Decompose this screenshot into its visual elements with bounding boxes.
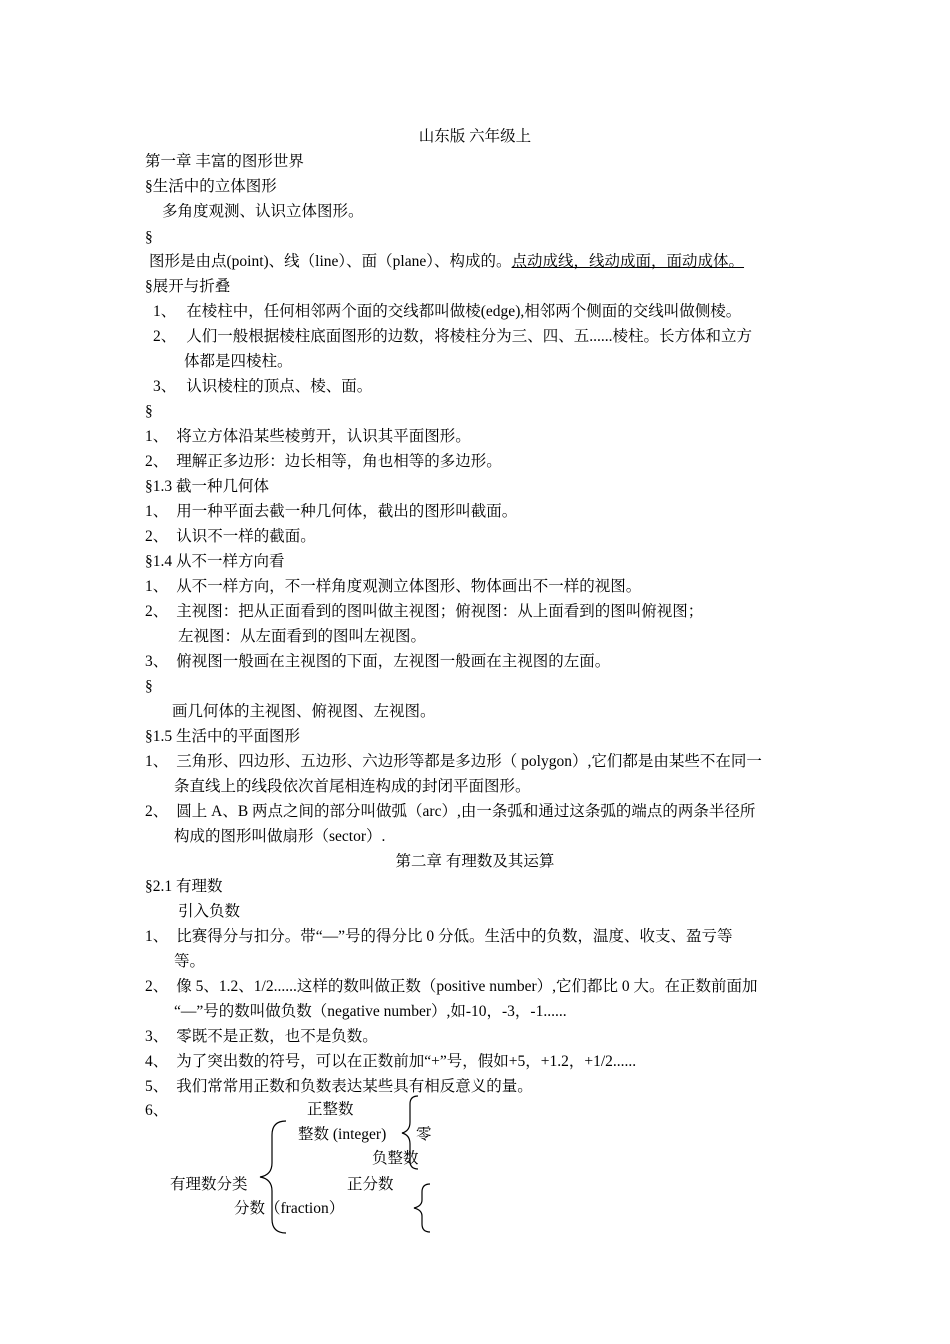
list-item — [145, 1101, 168, 1121]
list-text: 俯视图一般画在主视图的下面，左视图一般画在主视图的左面。 — [176, 653, 611, 670]
list-continuation: 左视图：从左面看到的图叫左视图。 — [178, 628, 427, 645]
list-number: 1、 — [145, 578, 169, 595]
paragraph: 多角度观测、认识立体图形。 — [162, 203, 364, 220]
list-item — [145, 452, 502, 472]
list-item — [145, 427, 471, 447]
tree-positive-fraction: 正分数 — [347, 1176, 394, 1193]
list-text: 在棱柱中，任何相邻两个面的交线都叫做棱(edge),相邻两个侧面的交线叫做侧棱。 — [186, 303, 742, 320]
list-item — [145, 652, 610, 672]
list-number: 3、 — [145, 1028, 169, 1045]
list-number: 3、 — [153, 378, 177, 395]
list-number: 5、 — [145, 1078, 169, 1095]
list-text: 认识棱柱的顶点、棱、面。 — [186, 378, 373, 395]
list-text: 认识不一样的截面。 — [176, 528, 316, 545]
section-title: §展开与折叠 — [145, 278, 231, 295]
section-title: §1.3 截一种几何体 — [145, 478, 270, 495]
list-text: 圆上 A、B 两点之间的部分叫做弧（arc）,由一条弧和通过这条弧的端点的两条半径所 — [176, 803, 756, 820]
list-number: 2、 — [145, 528, 169, 545]
list-item — [145, 577, 641, 597]
list-item — [145, 1077, 533, 1097]
list-text: 三角形、四边形、五边形、六边形等都是多边形（ polygon）,它们都是由某些不在同一 — [176, 753, 762, 770]
section-title: §2.1 有理数 — [145, 878, 223, 895]
tree-fraction: 分数（fraction） — [234, 1200, 345, 1217]
list-item — [145, 502, 517, 522]
list-number: 4、 — [145, 1053, 169, 1070]
tree-integer: 整数 (integer) — [298, 1126, 387, 1143]
paragraph: 画几何体的主视图、俯视图、左视图。 — [172, 703, 436, 720]
list-text: 将立方体沿某些棱剪开，认识其平面图形。 — [176, 428, 471, 445]
section-title: §生活中的立体图形 — [145, 178, 277, 195]
tree-root: 有理数分类 — [170, 1176, 248, 1193]
tree-positive-integer: 正整数 — [307, 1101, 354, 1118]
list-item — [145, 527, 316, 547]
list-item — [145, 927, 733, 947]
list-number: 1、 — [145, 753, 169, 770]
list-text: 理解正多边形：边长相等，角也相等的多边形。 — [176, 453, 502, 470]
section-mark: § — [145, 403, 153, 420]
list-item — [145, 752, 762, 772]
list-number: 1、 — [145, 928, 169, 945]
section-mark: § — [145, 678, 153, 695]
section-mark: § — [145, 229, 153, 246]
tree-zero: 零 — [416, 1126, 432, 1143]
list-number: 2、 — [153, 328, 177, 345]
paragraph-text: 图形是由点(point)、线（line）、面（plane）、构成的。 — [149, 253, 512, 270]
chapter-1-title: 第一章 丰富的图形世界 — [145, 153, 304, 170]
list-number: 6、 — [145, 1102, 169, 1119]
list-item — [153, 302, 741, 322]
list-continuation: 条直线上的线段依次首尾相连构成的封闭平面图形。 — [174, 778, 531, 795]
list-number: 1、 — [145, 428, 169, 445]
list-number: 2、 — [145, 453, 169, 470]
list-text: 零既不是正数，也不是负数。 — [176, 1028, 378, 1045]
list-number: 1、 — [145, 503, 169, 520]
list-number: 2、 — [145, 978, 169, 995]
list-item — [153, 327, 752, 347]
brace-fraction — [414, 1184, 430, 1232]
list-number: 2、 — [145, 803, 169, 820]
list-text: 比赛得分与扣分。带“—”号的得分比 0 分低。生活中的负数，温度、收支、盈亏等 — [176, 928, 733, 945]
list-continuation: 体都是四棱柱。 — [184, 353, 293, 370]
section-title: §1.5 生活中的平面图形 — [145, 728, 301, 745]
list-text: 人们一般根据棱柱底面图形的边数，将棱柱分为三、四、五......棱柱。长方体和立方 — [186, 328, 753, 345]
section-title: §1.4 从不一样方向看 — [145, 553, 285, 570]
list-item — [145, 977, 758, 997]
list-item — [145, 802, 755, 822]
subsection-title: 引入负数 — [178, 903, 241, 920]
list-item — [145, 1052, 636, 1072]
list-text: 像 5、1.2、1/2......这样的数叫做正数（positive number）,它们都比 0 大。在正数前面加 — [176, 978, 758, 995]
page-title: 山东版 六年级上 — [418, 128, 532, 145]
list-text: 用一种平面去截一种几何体，截出的图形叫截面。 — [176, 503, 518, 520]
list-continuation: 构成的图形叫做扇形（sector）. — [174, 828, 386, 845]
list-number: 2、 — [145, 603, 169, 620]
list-item — [145, 602, 703, 622]
list-text: 为了突出数的符号，可以在正数前加“+”号，假如+5，+1.2，+1/2...... — [176, 1053, 637, 1070]
list-text: 主视图：把从正面看到的图叫做主视图；俯视图：从上面看到的图叫俯视图； — [176, 603, 704, 620]
list-text: 从不一样方向，不一样角度观测立体图形、物体画出不一样的视图。 — [176, 578, 642, 595]
list-text: 我们常常用正数和负数表达某些具有相反意义的量。 — [176, 1078, 533, 1095]
tree-negative-integer: 负整数 — [372, 1150, 419, 1167]
list-item — [145, 1027, 378, 1047]
list-number: 1、 — [153, 303, 177, 320]
paragraph — [149, 252, 744, 272]
list-item — [153, 377, 372, 397]
list-continuation: 等。 — [174, 953, 206, 970]
underlined-text: 点动成线，线动成面，面动成体。 — [511, 253, 745, 270]
list-continuation: “—”号的数叫做负数（negative number）,如-10，-3，-1...... — [174, 1003, 567, 1020]
chapter-2-title: 第二章 有理数及其运算 — [395, 853, 555, 870]
list-number: 3、 — [145, 653, 169, 670]
